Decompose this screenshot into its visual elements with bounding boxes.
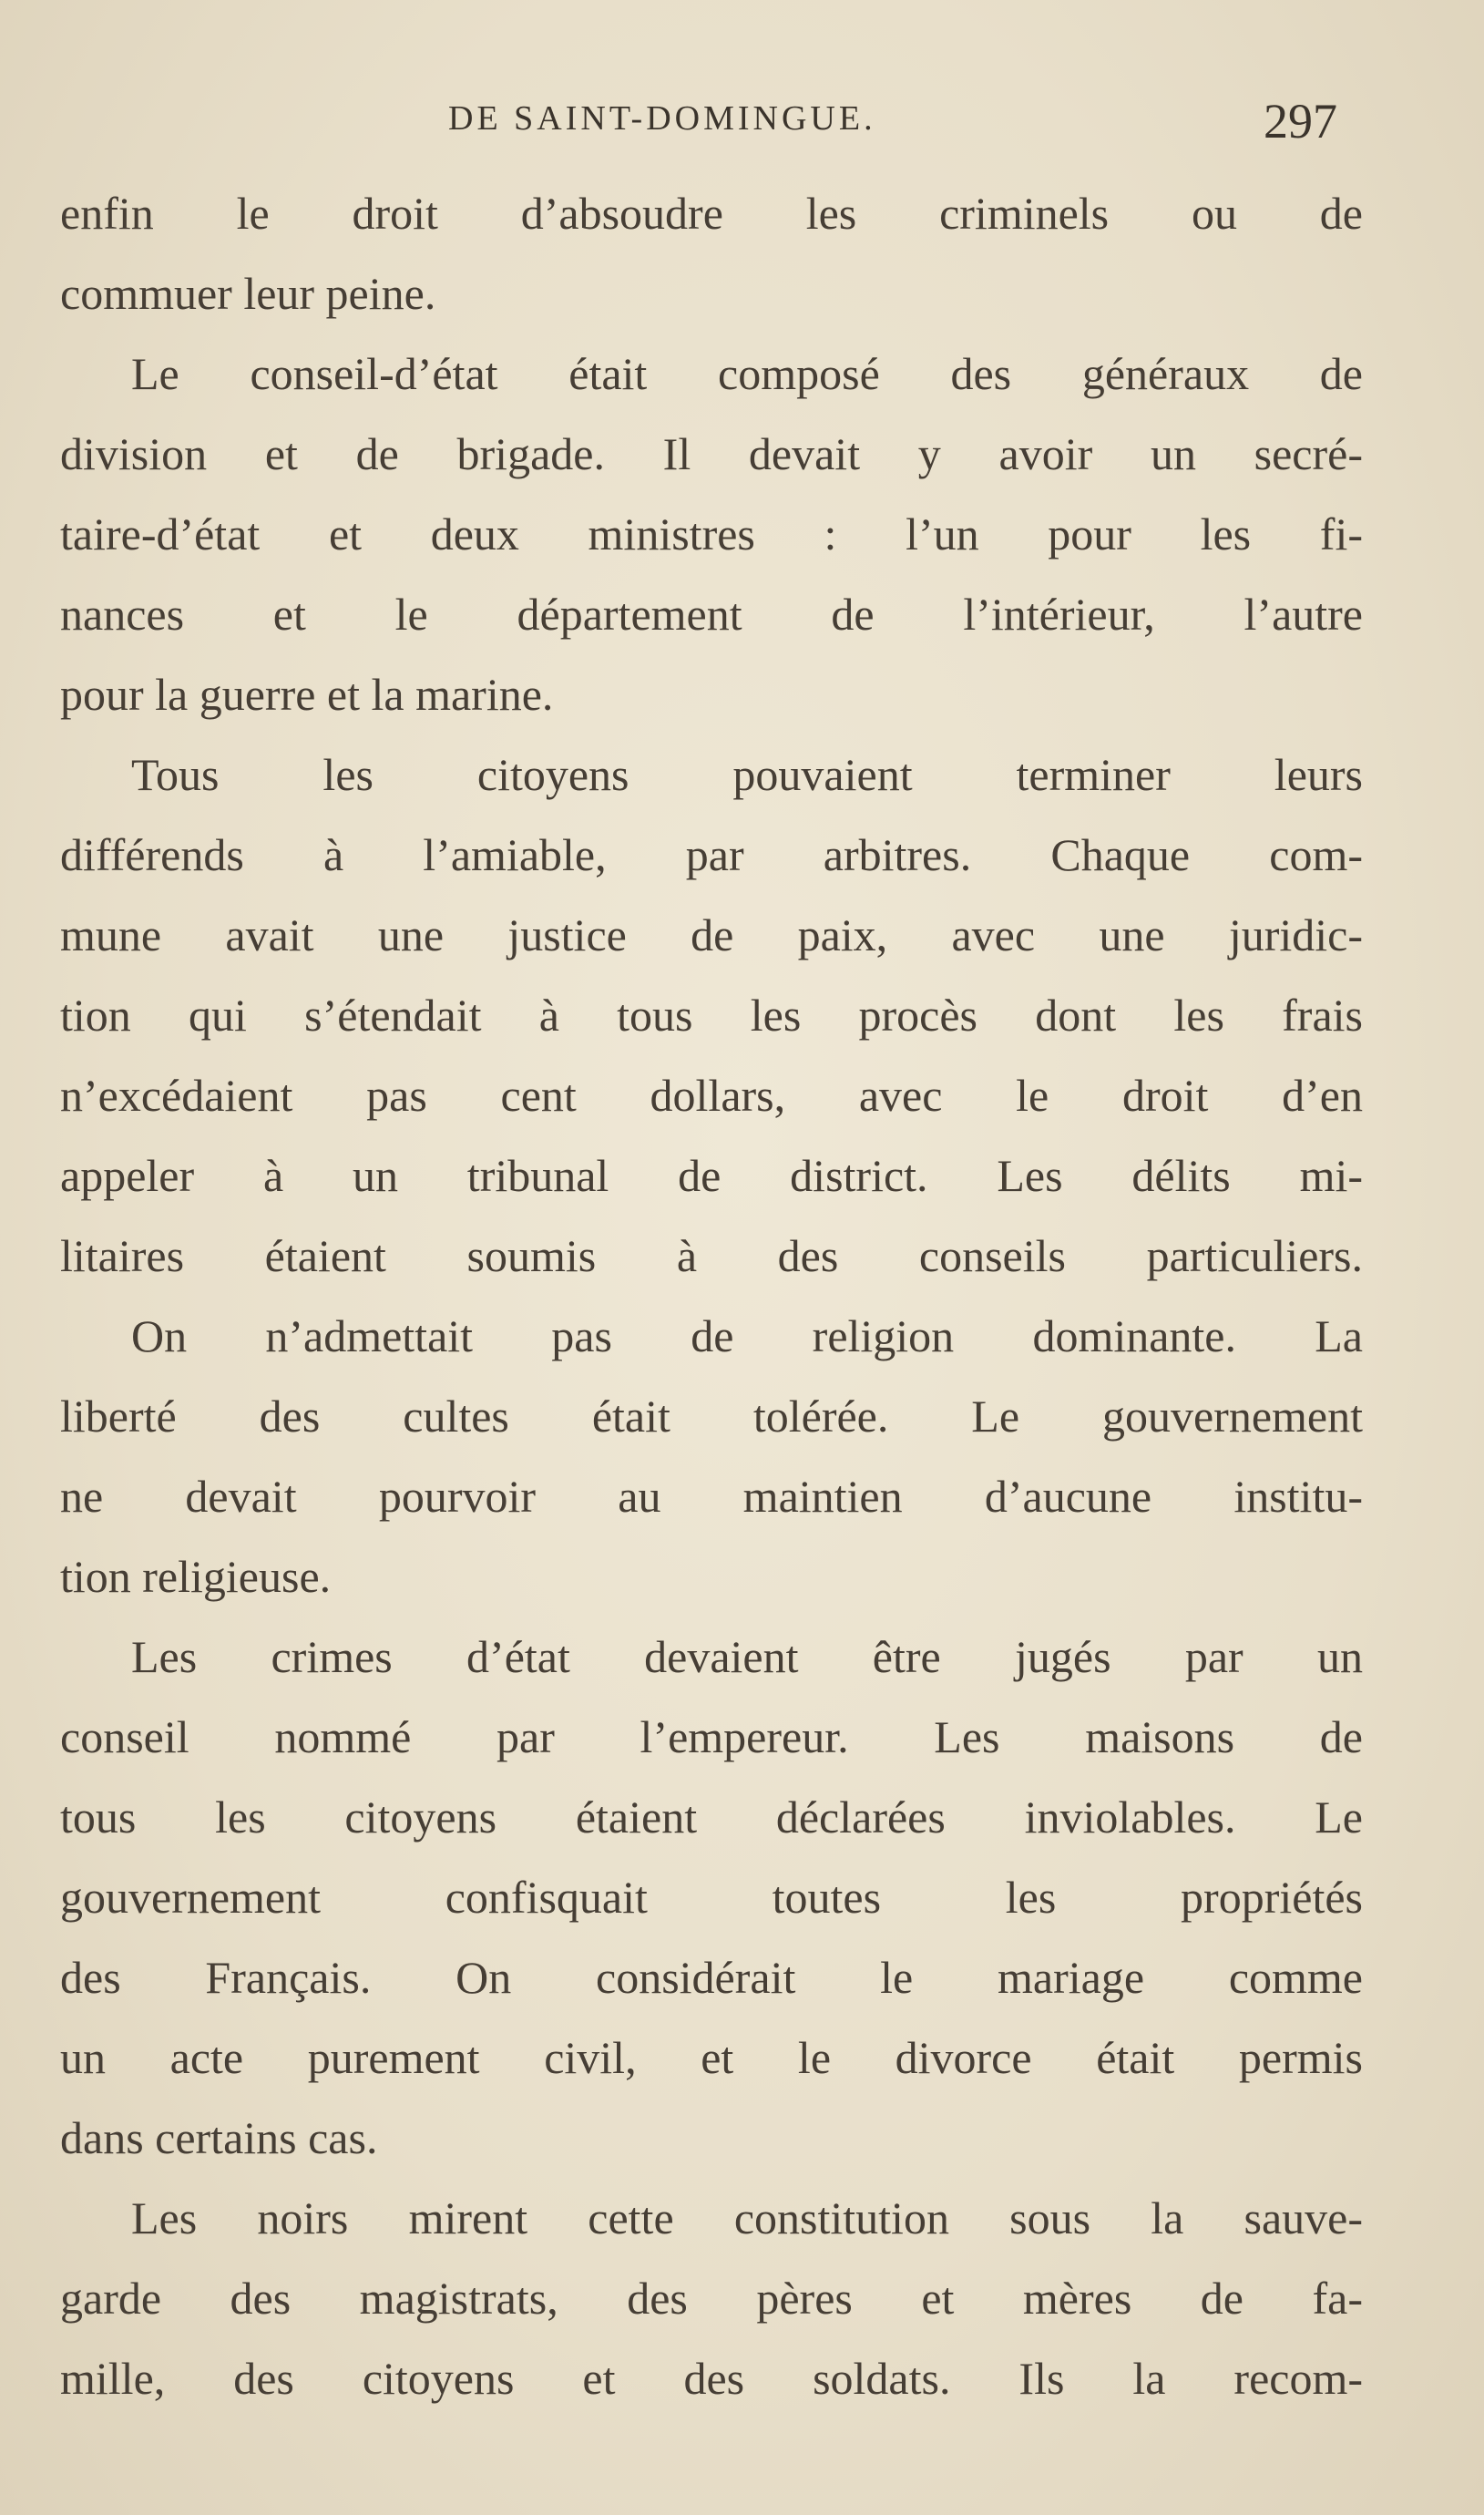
- page-number: 297: [1264, 94, 1337, 149]
- text-line: Les noirs mirent cette constitution sous la sauve-: [131, 2192, 1363, 2243]
- text-line: dans certains cas.: [60, 2112, 378, 2163]
- text-line: un acte purement civil, et le divorce était permis: [60, 2032, 1363, 2083]
- text-line: On n’admettait pas de religion dominante. La: [131, 1310, 1363, 1361]
- running-head: [0, 94, 1484, 162]
- text-line: différends à l’amiable, par arbitres. Chaque com-: [60, 829, 1363, 880]
- text-line: tous les citoyens étaient déclarées inviolables. Le: [60, 1791, 1363, 1843]
- text-line: Le conseil-d’état était composé des généraux de: [131, 348, 1363, 399]
- text-line: commuer leur peine.: [60, 268, 436, 319]
- body-text: [60, 173, 1363, 2418]
- text-line: conseil nommé par l’empereur. Les maisons de: [60, 1711, 1363, 1762]
- text-line: ne devait pourvoir au maintien d’aucune institu-: [60, 1471, 1363, 1522]
- text-line: mune avait une justice de paix, avec une juridic-: [60, 909, 1363, 960]
- text-line: Tous les citoyens pouvaient terminer leurs: [131, 749, 1363, 800]
- text-line: des Français. On considérait le mariage comme: [60, 1952, 1363, 2003]
- text-line: liberté des cultes était tolérée. Le gouvernement: [60, 1391, 1363, 1442]
- running-head-title: DE SAINT-DOMINGUE.: [448, 99, 876, 138]
- text-line: enfin le droit d’absoudre les criminels ou de: [60, 188, 1363, 239]
- text-line: division et de brigade. Il devait y avoir un secré-: [60, 428, 1363, 479]
- text-line: appeler à un tribunal de district. Les délits mi-: [60, 1150, 1363, 1201]
- text-line: tion religieuse.: [60, 1551, 332, 1602]
- text-line: gouvernement confisquait toutes les propriétés: [60, 1872, 1363, 1923]
- text-line: Les crimes d’état devaient être jugés par un: [131, 1631, 1363, 1682]
- text-line: mille, des citoyens et des soldats. Ils la recom-: [60, 2353, 1363, 2404]
- text-line: tion qui s’étendait à tous les procès dont les frais: [60, 990, 1363, 1041]
- text-line: pour la guerre et la marine.: [60, 669, 554, 720]
- text-line: n’excédaient pas cent dollars, avec le droit d’en: [60, 1070, 1363, 1121]
- text-line: taire-d’état et deux ministres : l’un pour les fi-: [60, 508, 1363, 559]
- text-line: litaires étaient soumis à des conseils particuliers.: [60, 1230, 1363, 1281]
- text-line: garde des magistrats, des pères et mères de fa-: [60, 2273, 1363, 2324]
- text-line: nances et le département de l’intérieur, l’autre: [60, 589, 1363, 640]
